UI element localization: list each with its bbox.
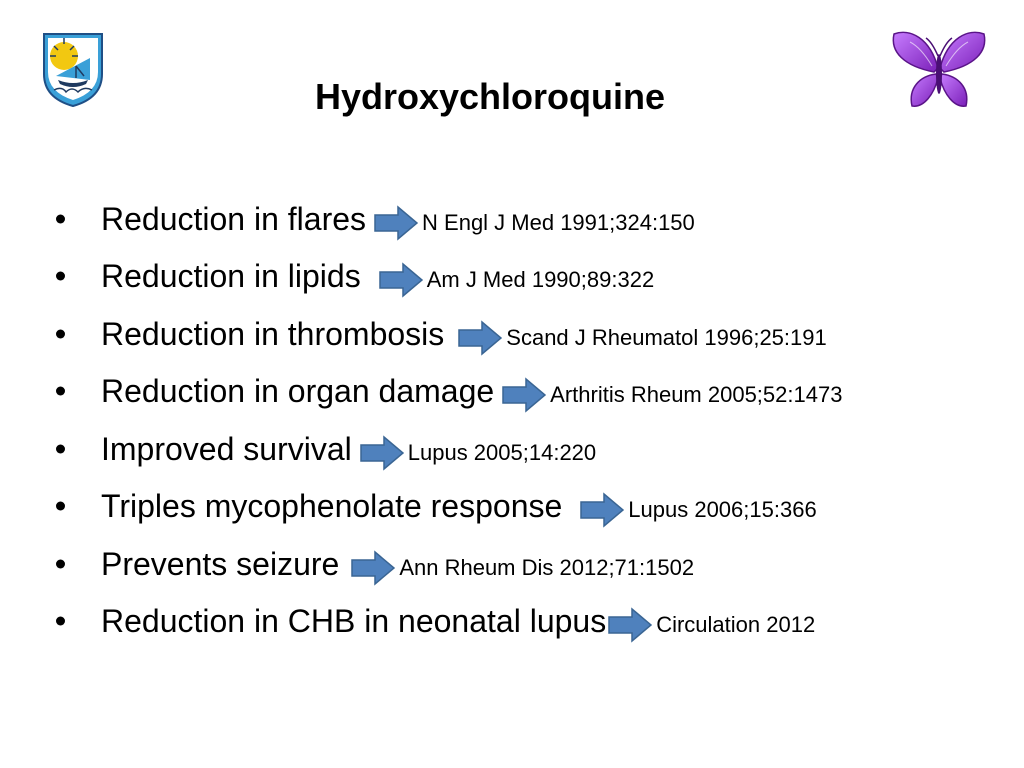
slide-title: Hydroxychloroquine <box>314 76 666 117</box>
bullet-item <box>56 420 1016 478</box>
bullet-dot <box>56 444 65 453</box>
bullet-item <box>56 478 1016 536</box>
bullet-dot <box>56 272 65 281</box>
bullet-claim: Reduction in thrombosis <box>101 315 445 352</box>
bullet-dot <box>56 329 65 338</box>
bullet-reference: Circulation 2012 <box>656 612 816 638</box>
bullet-reference: Am J Med 1990;89:322 <box>426 267 655 293</box>
bullet-dot <box>56 617 65 626</box>
bullet-item <box>56 593 1016 651</box>
bullet-item <box>56 305 1016 363</box>
bullet-reference: N Engl J Med 1991;324:150 <box>422 209 695 235</box>
blue-right-arrow-icon <box>374 205 418 241</box>
bullet-dot <box>56 387 65 396</box>
bullet-reference: Lupus 2006;15:366 <box>628 497 817 523</box>
bullet-reference: Lupus 2005;14:220 <box>407 439 597 465</box>
blue-right-arrow-icon <box>580 492 624 528</box>
blue-right-arrow-icon <box>458 320 502 356</box>
bullet-dot <box>56 214 65 223</box>
bullet-claim: Reduction in flares <box>101 200 367 237</box>
bullet-reference: Scand J Rheumatol 1996;25:191 <box>506 324 827 350</box>
bullet-list <box>56 190 1016 650</box>
bullet-claim: Reduction in organ damage <box>101 373 495 410</box>
bullet-claim: Reduction in lipids <box>101 258 361 295</box>
bullet-dot <box>56 559 65 568</box>
blue-right-arrow-icon <box>360 435 404 471</box>
bullet-claim: Prevents seizure <box>101 545 340 582</box>
bullet-item <box>56 363 1016 421</box>
blue-right-arrow-icon <box>502 377 546 413</box>
bullet-claim: Triples mycophenolate response <box>101 488 563 525</box>
bullet-reference: Arthritis Rheum 2005;52:1473 <box>550 382 843 408</box>
bullet-item <box>56 248 1016 306</box>
bullet-dot <box>56 502 65 511</box>
bullet-claim: Reduction in CHB in neonatal lupus <box>101 603 607 640</box>
blue-right-arrow-icon <box>608 607 652 643</box>
bullet-reference: Ann Rheum Dis 2012;71:1502 <box>399 554 695 580</box>
blue-right-arrow-icon <box>379 262 423 298</box>
blue-right-arrow-icon <box>351 550 395 586</box>
bullet-item <box>56 535 1016 593</box>
bullet-claim: Improved survival <box>101 430 352 467</box>
bullet-item <box>56 190 1016 248</box>
